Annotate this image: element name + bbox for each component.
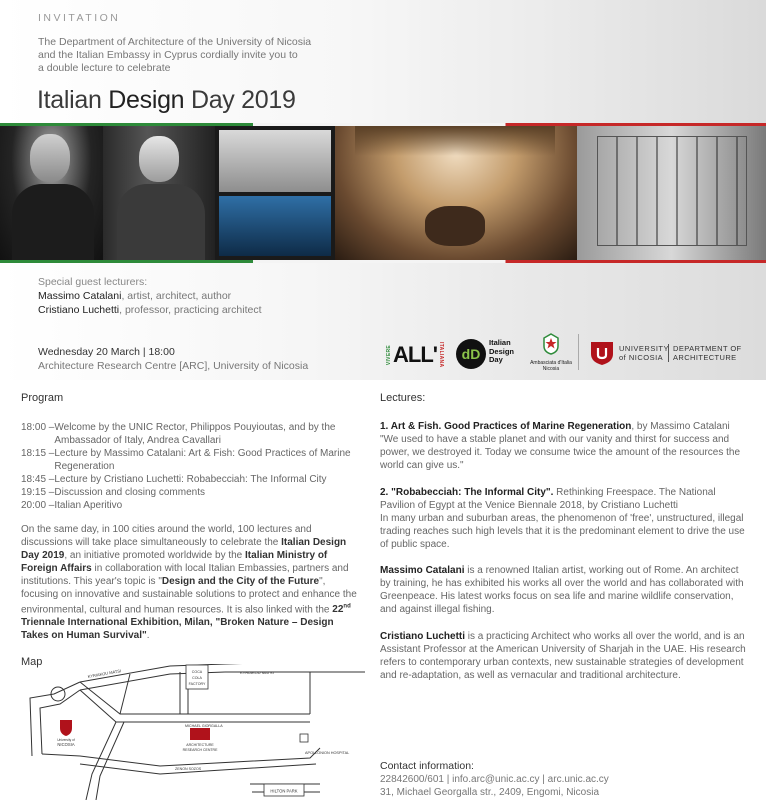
lecture-quote: "We used to have a stable planet and with our vanity and thirst for success and power, we destroyed it. Today we consume twice the amount of the resources the world can give us." [380,434,741,471]
bio-name: Massimo Catalani [380,565,465,576]
invitation-label: INVITATION [38,12,121,24]
lecture-by: , by Massimo Catalani [631,421,730,432]
unic-line: UNIVERSITY [619,344,670,353]
unic-logo [590,340,614,371]
dept-line: DEPARTMENT OF [673,344,742,353]
coca-label: COCA [191,670,203,674]
unic-name [619,344,669,362]
text-run: 22 [332,604,344,616]
program-item [21,421,361,447]
title-part: Italian [37,86,109,114]
photo-strip [0,126,766,260]
text-bold: Italian Design Day 2019 [21,537,347,561]
road [86,722,116,800]
text-bold: Italian Ministry of Foreign Affairs [21,550,328,574]
program-item [21,447,361,473]
emblem-icon [541,333,561,355]
arc-label: ARCHITECTURE [186,743,214,747]
program-text: Italian Aperitivo [54,500,123,511]
arc-building [190,728,210,740]
logo-side-text: ITALIANA [438,342,444,368]
dept-line: ARCHITECTURE [673,353,737,362]
program-time: 19:15 – [21,487,55,498]
bio-text: is a practicing Architect who works all over the world, and is an Assistant Professor at the American University of Sharjah in the UAE. His research refers to contemporary urban contexts, new sustainable strategies of development and re-adaptation, as well as vernacular and traditional architecture. [380,631,746,681]
street-label: ZENON SOZOS [175,767,202,771]
hospital-label: APOLLONION HOSPITAL [305,751,350,755]
portrait-catalani [0,126,103,260]
program-text: Discussion and closing comments [54,487,205,498]
unic-department [668,344,742,362]
contact-block [380,760,609,799]
program-text: Lecture by Massimo Catalani: Art & Fish: Good Practices of Marine Regeneration [54,448,351,472]
title-part: Day 2019 [184,86,296,114]
vivere-all-italiana-logo [386,338,444,372]
intro-line: a double lecture to celebrate [38,62,171,75]
guest-desc: , artist, architect, author [121,290,232,302]
guest-line [38,304,262,316]
location-map [20,664,365,800]
text-run: On the same day, in 100 cities around the world, 100 lectures and discussions will take place simultaneously to celebrate the [21,524,312,548]
title-bold: Design [108,86,185,114]
road [120,674,130,714]
program-time: 20:00 – [21,500,55,511]
logo-divider [578,334,579,370]
program-time: 18:45 – [21,474,55,485]
text-bold: Design and the City of the Future [161,576,320,587]
event-venue: Architecture Research Centre [ARC], University of Nicosia [38,360,309,372]
intro-text [38,36,378,76]
guest-line [38,290,231,302]
street-label: KYRIAKOU MATSI [87,668,122,679]
guest-desc: , professor, practicing architect [119,304,262,316]
unic-map-icon [60,720,72,736]
program-item [21,486,361,499]
bio-luchetti [380,630,750,682]
unic-line: of NICOSIA [619,353,664,362]
design-day-logo-text: Italian Design Day [489,338,515,364]
hospital-building [300,734,308,742]
lecture-by: Rethinking Freespace. The National Pavilion of Egypt at the Venice Biennale 2018, by Cristiano Luchetti [380,487,716,511]
bio-catalani [380,564,750,616]
contact-heading: Contact information: [380,760,474,772]
street-label: MICHAEL GIORGALLA [185,724,223,728]
text-run: in collaboration with local Italian Embassies, partners and institutions. This year's topic is " [21,563,349,587]
map-uni-label: NICOSIA [57,742,75,747]
lecture-2 [380,486,750,551]
installation-photo [335,126,577,260]
event-date: Wednesday 20 March | 18:00 [38,346,175,358]
lecture-body: In many urban and suburban areas, the phenomenon of 'free', unstructured, illegal trading reaches such high levels that it is the predominant element to drive the use of public space. [380,513,745,550]
bio-text: is a renowned Italian artist, working out of Rome. An architect by training, he has exhibited his works all over the world and has collaborated with Greenpeace. His latest works focus on sea life and marine wildlife conservation, and against illegal fishing. [380,565,744,615]
header [0,0,766,124]
program-text: Welcome by the UNIC Rector, Philippos Pouyioutas, and by the Ambassador of Italy, Andrea Cavallari [54,422,336,446]
logo-main-text: ALL' [393,342,437,367]
text-run: Triennale International Exhibition, Milan, "Broken Nature – Design Takes on Human Survival" [21,617,334,642]
program-heading: Program [21,392,64,404]
program-list [21,421,361,512]
coca-label: COLA [192,676,202,680]
arc-label: RESEARCH CENTRE [182,748,218,752]
coca-label: FACTORY [188,682,206,686]
bio-name: Cristiano Luchetti [380,631,466,642]
lecture-title: 1. Art & Fish. Good Practices of Marine Regeneration [380,421,632,432]
logo-side-text: VIVERE [386,344,392,366]
lecture-1 [380,420,750,472]
guest-name: Cristiano Luchetti [38,304,120,316]
page-title [37,86,296,115]
embassy-logo [530,333,572,372]
guest-name: Massimo Catalani [38,290,122,302]
program-time: 18:15 – [21,448,55,459]
program-time: 18:00 – [21,422,55,433]
text-run: , an initiative promoted worldwide by the [64,550,246,561]
unic-shield-icon [590,340,614,366]
street-label: KYRIAKOU MATSI [240,670,274,675]
program-description [21,523,361,642]
portrait-luchetti [103,126,215,260]
road [80,690,310,722]
text-run: ", focusing on innovative and sustainable solutions to protect and enhance the environmental, cultural and human resources. It is also linked with the [21,576,357,616]
map-heading: Map [21,656,43,668]
design-day-logo-mark: dD [456,339,486,369]
lectures-heading: Lectures: [380,392,426,404]
program-item [21,499,361,512]
intro-line: and the Italian Embassy in Cyprus cordially invite you to [38,49,298,62]
road [42,754,80,756]
program-text: Lecture by Cristiano Luchetti: Robabecciah: The Informal City [54,474,327,485]
colosseum-artwork [215,126,335,260]
embassy-text: Ambasciata d'Italia Nicosia [530,360,572,372]
contact-details[interactable]: 22842600/601 | info.arc@unic.ac.cy | arc.unic.ac.cy [380,774,609,785]
intro-line: The Department of Architecture of the University of Nicosia [38,36,312,48]
text-run: . [146,630,150,642]
contact-address: 31, Michael Georgalla str., 2409, Engomi, Nicosia [380,787,599,798]
hilton-label: HILTON PARK [270,788,298,794]
superscript: nd [343,604,351,610]
lecture-title: 2. "Robabecciah: The Informal City". [380,487,554,498]
guests-heading: Special guest lecturers: [38,276,148,288]
program-item [21,473,361,486]
abbey-drawing [577,126,766,260]
map-uni-label: University of [57,738,75,742]
